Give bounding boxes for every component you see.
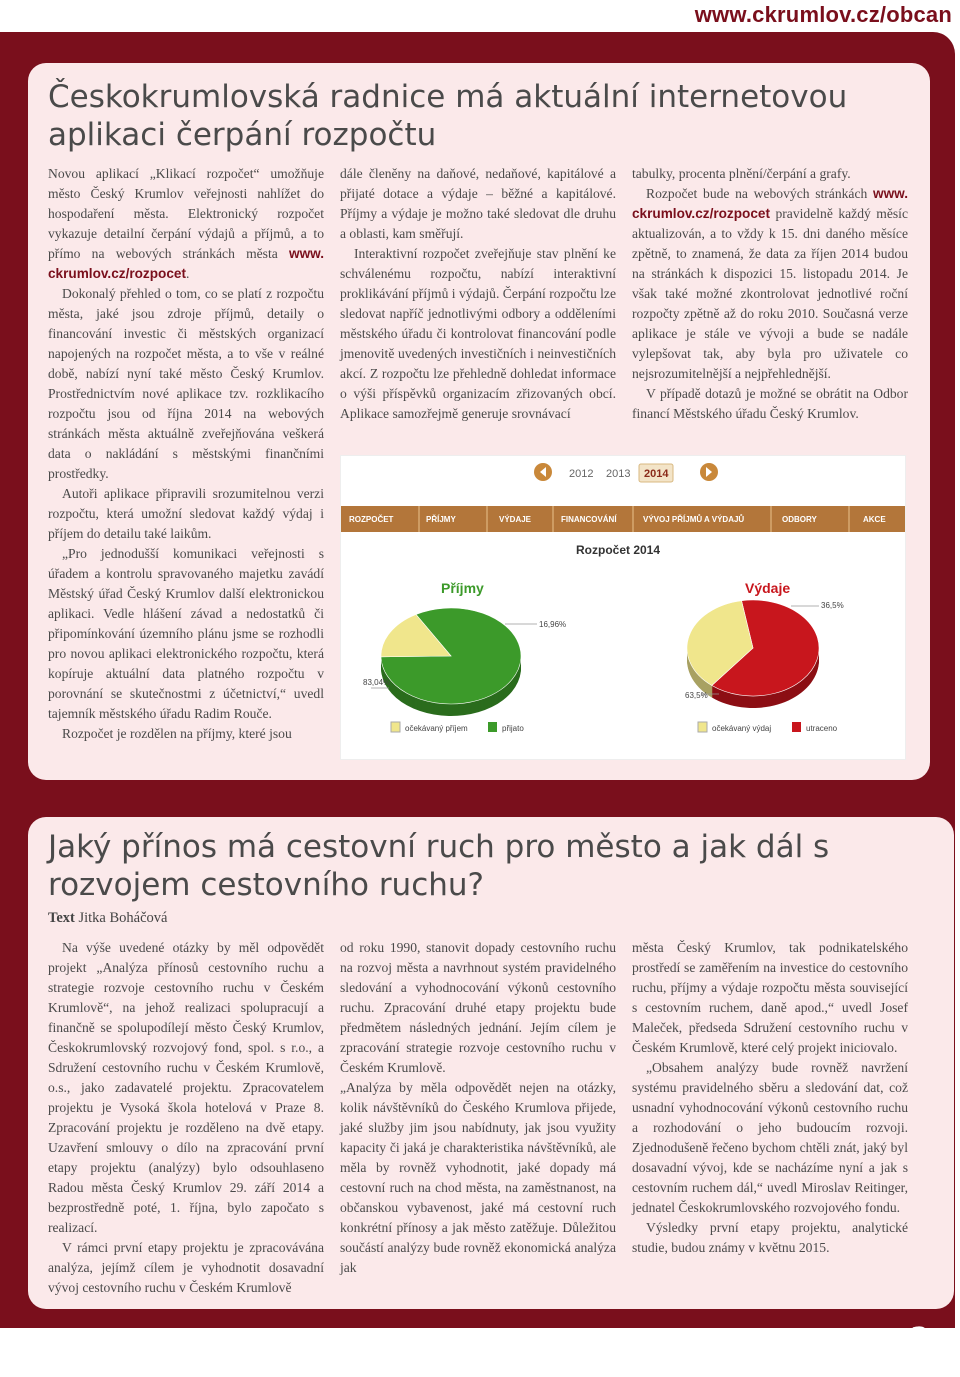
legend-label: očekávaný příjem (405, 724, 468, 733)
budget-link[interactable]: www. ckrumlov.cz/rozpocet (632, 186, 909, 221)
nav-item[interactable]: VÝVOJ PŘÍJMŮ A VÝDAJŮ (643, 515, 745, 524)
byline (48, 910, 167, 927)
nav-item[interactable]: ROZPOČET (349, 515, 394, 524)
article-1-column-3 (632, 164, 908, 424)
paragraph: Autoři aplikace připravili srozumitelnou verzi rozpočtu, která umožní sledovat každý výdaj i příjem do detailu také laikům. (48, 486, 324, 541)
income-pie-title: Příjmy (441, 580, 484, 596)
year-2012[interactable]: 2012 (569, 468, 594, 480)
paragraph: tabulky, procenta plnění/čerpání a grafy. (632, 166, 851, 181)
chart-title: Rozpočet 2014 (576, 543, 661, 557)
year-2013[interactable]: 2013 (606, 468, 631, 480)
paragraph: „Analýza by měla odpovědět nejen na otázky, kolik návštěvníků do Českého Krumlova přijede, jaké služby jim jsou nabídnuty, jak jsou využity kapacity či jaká je charakteristika návštěvníků, ale měla by rovněž vyhodnotit, jaké dopady má cestovní ruch na chod města, na zaměstnanost, na občanskou vybavenost, jaké má cestovní ruch konkrétní přínosy a jak město zatěžuje. Důležitou součástí analýzy bude rovněž ekonomická analýza jak (340, 1080, 616, 1275)
slice-label: 83,04% (363, 678, 391, 687)
paragraph: Na výše uvedené otázky by měl odpovědět projekt „Analýza přínosů cestovního ruchu a strategie rozvoje cestovního ruchu v Českém Krumlově“, na jehož realizaci spolupracují a finančně se spolupodílejí město Český Krumlov, Českokrumlovský rozvojový fond, spol. s r.o., a Sdružení cestovního ruchu v Českém Krumlově, o.s., jako zadavatelé projektu. Zpracovatelem projektu je Vysoká škola hotelová v Praze 8. Zpracování projektu je rozděleno na dvě etapy. Uzavření smlouvy o dílo na zpracování první etapy projektu (analýzy) bylo odsouhlaseno Radou města Český Krumlov 29. září 2014 a bezprostředně poté, 1. října, bylo započato s realizací. (48, 940, 324, 1235)
legend-swatch (698, 722, 707, 732)
paragraph: dále členěny na daňové, nedaňové, kapitálové a přijaté dotace a výdaje – běžné a kapitálové. Příjmy a výdaje je možno také sledovat dle druhu a oblasti, kam směřují. (340, 166, 616, 241)
paragraph: V rámci první etapy projektu je zpracovávána analýza, jejímž cílem je vyhodnotit dosavadní vývoj cestovního ruchu v Českém Krumlově (48, 1240, 324, 1295)
legend-swatch (488, 722, 497, 732)
byline-author: Jitka Boháčová (78, 910, 168, 926)
article-1-title: Českokrumlovská radnice má aktuální internetovou aplikaci čerpání rozpočtu (48, 79, 848, 153)
article-2-column-1 (48, 938, 324, 1298)
paragraph: „Pro jednodušší komunikaci veřejnosti s úřadem a kontrolu spravovaného majetku zavádí Městský úřad Český Krumlov další elektronickou aplikaci. Vedle hlášení závad a nedostatků či připomínkování územního plánu jsme se rozhodli pro novou aplikaci elektronického rozpočtu, která kopíruje aktuální data platného rozpočtu v porovnání se skutečnostmi z účetnictví,“ uvedl tajemník městského úřadu Radim Rouče. (48, 546, 324, 721)
budget-app-graphic (341, 456, 906, 760)
article-2-column-3 (632, 938, 908, 1258)
nav-item[interactable]: AKCE (863, 515, 886, 524)
paragraph: od roku 1990, stanovit dopady cestovního ruchu na rozvoj města a navrhnout systém pravidelného sledování a vyhodnocování výkonů cestovního ruchu. Zpracování druhé etapy projektu bude předmětem následných jednání. Jejím cílem je zpracování strategie rozvoje cestovního ruchu v Českém Krumlově. (340, 940, 616, 1075)
paragraph-text: Novou aplikací „Klikací rozpočet“ umožňuje město Český Krumlov veřejnosti nahlížet do hospodaření města. Elektronický rozpočet vykazuje detailní čerpání výdajů a příjmů, a to přímo na webových stránkách města (48, 166, 324, 261)
byline-label: Text (48, 910, 75, 926)
nav-item[interactable]: FINANCOVÁNÍ (561, 515, 617, 524)
budget-app-screenshot (340, 455, 906, 760)
legend-swatch (391, 722, 400, 732)
article-2-title: Jaký přínos má cestovní ruch pro město a jak dál s rozvojem cestovního ruchu? (48, 829, 830, 903)
paragraph: Výsledky první etapy projektu, analytické studie, budou známy v květnu 2015. (632, 1220, 908, 1255)
nav-item[interactable]: ODBORY (782, 515, 817, 524)
paragraph: „Obsahem analýzy bude rovněž navržení systému pravidelného sběru a sledování dat, což usnadní vyhodnocování výkonů cestovního ruchu a rozhodování o jeho budoucím rozvoji. Zjednodušeně řečeno bychom chtěli znát, jaký byl dosavadní vývoj, kde se nacházíme nyní a jak s cestovním ruchem dál,“ uvedl Miroslav Reitinger, jednatel Českokrumlovského rozvojového fondu. (632, 1060, 908, 1215)
budget-link[interactable]: www. ckrumlov.cz/rozpocet (48, 246, 325, 281)
paragraph (48, 164, 324, 284)
article-1-column-2 (340, 164, 616, 424)
paragraph: Interaktivní rozpočet zveřejňuje stav plnění ke schválenému rozpočtu, nabízí interaktivní proklikávání příjmů i výdajů. Čerpání rozpočtu lze sledovat napříč jednotlivými odbory a odděleními městského úřadu či kontrolovat financování podle jmenovitě uvedených investičních i neinvestičních akcí. Z rozpočtu lze přehledně dohledat informace o výši příspěvků organizacím zřizovaných obcí. Aplikace samozřejmě generuje srovnávací (340, 246, 616, 421)
slice-label: 36,5% (821, 601, 844, 610)
legend-label: přijato (502, 724, 524, 733)
slice-label: 16,96% (539, 620, 567, 629)
article-1-column-1 (48, 164, 324, 744)
page-number: 3 (909, 1320, 930, 1358)
nav-item[interactable]: VÝDAJE (499, 515, 532, 524)
article-2-column-2 (340, 938, 616, 1278)
paragraph-text: Rozpočet bude na webových stránkách (646, 186, 868, 201)
legend-label: utraceno (806, 724, 838, 733)
period: . (186, 266, 190, 281)
header-url[interactable]: www.ckrumlov.cz/obcan (694, 2, 952, 27)
paragraph: Dokonalý přehled o tom, co se platí z rozpočtu města, jaké jsou zdroje příjmů, detaily o financování investic či městských organizací napojených na rozpočet města, a to vše v reálné době, nabízí nyní také město Český Krumlov. Prostřednictvím nové aplikace tzv. rozklikacího rozpočtu jsou od října 2014 na webových stránkách města aktuálně zveřejňována veškerá data o nakládání s městskými finančními prostředky. (48, 286, 324, 481)
paragraph: V případě dotazů je možné se obrátit na Odbor financí Městského úřadu Český Krumlov. (632, 386, 908, 421)
slice-label: 63,5% (685, 691, 708, 700)
nav-item[interactable]: PŘÍJMY (426, 515, 456, 524)
income-pie (381, 608, 521, 716)
legend-swatch (792, 722, 801, 732)
paragraph-text: pravidelně každý měsíc aktualizován, a to vždy k 15. dni daného měsíce zpětně, to znamená, že data za říjen 2014 budou na stránkách k dispozici 15. listopadu 2014. Je však také možné zkontrolovat jednotlivé roční rozpočty zpětně až do roku 2010. Současná verze aplikace je stále ve vývoji a bude se nadále vylepšovat tak, aby byla pro uživatele co nejsrozumitelnější a nejpřehlednější. (632, 206, 908, 381)
expenses-pie-title: Výdaje (745, 580, 791, 596)
paragraph (632, 184, 908, 384)
paragraph: města Český Krumlov, tak podnikatelského prostředí se zaměřením na investice do cestovního ruchu, příjmy a výdaje rozpočtu města související s cestovním ruchem, daně apod.,“ uvedl Josef Maleček, předseda Sdružení cestovního ruchu v Českém Krumlově, které celý projekt iniciovalo. (632, 940, 908, 1055)
paragraph: Rozpočet je rozdělen na příjmy, které jsou (62, 726, 292, 741)
legend-label: očekávaný výdaj (712, 724, 772, 733)
year-2014[interactable]: 2014 (644, 468, 669, 480)
